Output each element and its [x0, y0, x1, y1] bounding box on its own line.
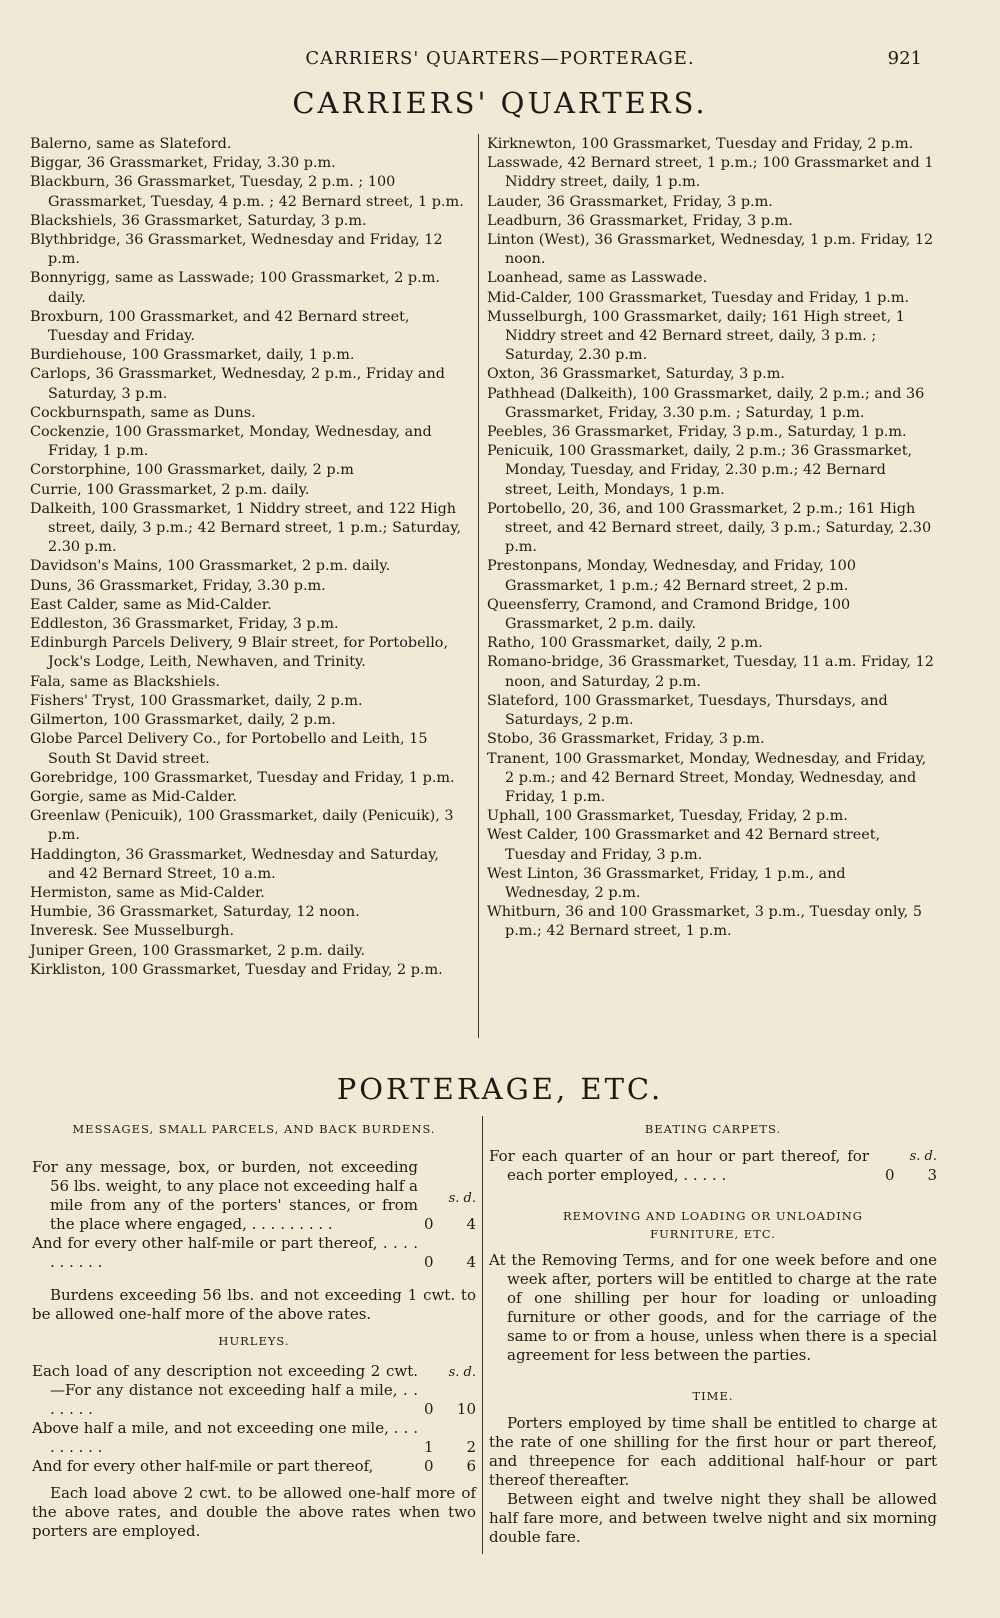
carrier-entry: Biggar, 36 Grassmarket, Friday, 3.30 p.m.: [30, 155, 336, 172]
running-title: CARRIERS' QUARTERS—PORTERAGE.: [305, 48, 695, 69]
furniture-heading: REMOVING AND LOADING OR UNLOADING FURNITURE, ETC.: [563, 1209, 863, 1241]
carpets-heading: BEATING CARPETS.: [644, 1122, 782, 1136]
rate-description: And for every other half-mile or part thereof, . . . . . . . . . .: [32, 1234, 418, 1271]
shillings-pence-label: s. d.: [909, 1149, 937, 1164]
column-divider: [478, 134, 479, 1038]
rate-shillings: 0: [885, 1166, 895, 1184]
carrier-entry: Gorebridge, 100 Grassmarket, Tuesday and Friday, 1 p.m.: [30, 769, 455, 786]
carrier-entry: Linton (West), 36 Grassmarket, Wednesday, 1 p.m. Friday, 12 noon.: [487, 232, 934, 268]
carrier-entry: Stobo, 36 Grassmarket, Friday, 3 p.m.: [487, 731, 765, 748]
carrier-entry: Lauder, 36 Grassmarket, Friday, 3 p.m.: [487, 193, 773, 210]
rate-amount: [418, 1253, 476, 1272]
carriers-left-column: [30, 135, 470, 980]
carrier-entry: Lasswade, 42 Bernard street, 1 p.m.; 100 Grassmarket and 1 Niddry street, daily, 1 p.m.: [487, 155, 934, 191]
furniture-text: At the Removing Terms, and for one week before and one week after, porters will be entitled to charge at the rate of one shilling per hour for loading or unloading furniture or other goods, and for the carriage of the same to or from a house, unless when there is a special agreement for less between the parties.: [489, 1251, 937, 1364]
carrier-entry: Musselburgh, 100 Grassmarket, daily; 161 High street, 1 Niddry street and 42 Bernard street, daily, 3 p.m. ; Saturday, 2.30 p.m.: [487, 308, 905, 364]
rate-shillings: 0: [424, 1457, 434, 1475]
carrier-entry: Carlops, 36 Grassmarket, Wednesday, 2 p.m., Friday and Saturday, 3 p.m.: [30, 366, 445, 402]
rate-description: Each load of any description not exceeding 2 cwt.—For any distance not exceeding half a mile, . . . . . . .: [32, 1362, 418, 1418]
carrier-entry: Inveresk. See Musselburgh.: [30, 923, 235, 940]
carrier-entry: Peebles, 36 Grassmarket, Friday, 3 p.m., Saturday, 1 p.m.: [487, 424, 907, 441]
page-number: 921: [887, 48, 922, 69]
carrier-entry: Juniper Green, 100 Grassmarket, 2 p.m. daily.: [30, 942, 366, 959]
rate-description: For each quarter of an hour or part thereof, for each porter employed, . . . . .: [489, 1147, 869, 1184]
carrier-entry: Penicuik, 100 Grassmarket, daily, 2 p.m.; 36 Grassmarket, Monday, Tuesday, and Friday, 2.30 p.m.; 42 Bernard street, Leith, Mondays, 1 p.m.: [487, 443, 913, 498]
rate-amount: [879, 1166, 937, 1185]
time-paragraph: Between eight and twelve night they shall be allowed half fare more, and between twelve night and six morning double fare.: [489, 1490, 937, 1546]
carrier-entry: Kirkliston, 100 Grassmarket, Tuesday and Friday, 2 p.m.: [30, 961, 443, 978]
carrier-entry: Romano-bridge, 36 Grassmarket, Tuesday, 11 a.m. Friday, 12 noon, and Saturday, 2 p.m.: [487, 654, 934, 690]
carrier-entry: Hermiston, same as Mid-Calder.: [30, 884, 265, 901]
carrier-entry: Slateford, 100 Grassmarket, Tuesdays, Thursdays, and Saturdays, 2 p.m.: [487, 692, 888, 729]
carrier-entry: Loanhead, same as Lasswade.: [487, 270, 708, 287]
carrier-entry: East Calder, same as Mid-Calder.: [30, 596, 272, 613]
rate-shillings: 0: [424, 1215, 434, 1233]
carrier-entry: Greenlaw (Penicuik), 100 Grassmarket, daily (Penicuik), 3 p.m.: [30, 808, 454, 844]
rate-row: [32, 1419, 476, 1457]
carrier-entry: Blythbridge, 36 Grassmarket, Wednesday and Friday, 12 p.m.: [30, 232, 443, 268]
carrier-entry: Edinburgh Parcels Delivery, 9 Blair street, for Portobello, Jock's Lodge, Leith, Newhaven, and Trinity.: [30, 635, 449, 671]
carrier-entry: Whitburn, 36 and 100 Grassmarket, 3 p.m., Tuesday only, 5 p.m.; 42 Bernard street, 1 p.m.: [487, 904, 922, 940]
carrier-entry: Bonnyrigg, same as Lasswade; 100 Grassmarket, 2 p.m. daily.: [30, 270, 440, 306]
rate-amount: [418, 1438, 476, 1457]
carrier-entry: Cockburnspath, same as Duns.: [30, 404, 256, 421]
carrier-entry: Currie, 100 Grassmarket, 2 p.m. daily.: [30, 481, 310, 498]
carrier-entry: Burdiehouse, 100 Grassmarket, daily, 1 p.m.: [30, 347, 355, 364]
rate-shillings: 0: [424, 1400, 434, 1418]
rate-description: For any message, box, or burden, not exceeding 56 lbs. weight, to any place not exceeding half a mile from any of the porters' stances, or from the place where engaged, . . . . . . . . .: [32, 1158, 418, 1233]
carrier-entry: Kirknewton, 100 Grassmarket, Tuesday and Friday, 2 p.m.: [487, 136, 914, 152]
carrier-entry: Davidson's Mains, 100 Grassmarket, 2 p.m. daily.: [30, 558, 391, 575]
carrier-entry: Leadburn, 36 Grassmarket, Friday, 3 p.m.: [487, 212, 793, 229]
carrier-entry: Tranent, 100 Grassmarket, Monday, Wednesday, and Friday, 2 p.m.; and 42 Bernard Street, Monday, Wednesday, and Friday, 1 p.m.: [487, 750, 927, 805]
rate-pence: 6: [466, 1457, 476, 1475]
carrier-entry: Corstorphine, 100 Grassmarket, daily, 2 p.m: [30, 462, 354, 479]
carrier-entry: West Calder, 100 Grassmarket and 42 Bernard street, Tuesday and Friday, 3 p.m.: [487, 827, 881, 863]
carriers-right-column: [487, 135, 934, 942]
rate-row: [32, 1158, 476, 1234]
carrier-entry: Portobello, 20, 36, and 100 Grassmarket, 2 p.m.; 161 High street, and 42 Bernard street, daily, 3 p.m.; Saturday, 2.30 p.m.: [487, 500, 932, 556]
porterage-right-column: [489, 1120, 937, 1547]
carrier-entry: Oxton, 36 Grassmarket, Saturday, 3 p.m.: [487, 366, 785, 383]
time-paragraph: Porters employed by time shall be entitled to charge at the rate of one shilling for the first hour or part thereof, and threepence for each additional half-hour or part thereof thereafter.: [489, 1414, 937, 1489]
carrier-entry: Fala, same as Blackshiels.: [30, 673, 221, 690]
hurleys-heading: HURLEYS.: [218, 1334, 290, 1348]
carrier-entry: Eddleston, 36 Grassmarket, Friday, 3 p.m.: [30, 616, 339, 633]
carrier-entry: Blackburn, 36 Grassmarket, Tuesday, 2 p.m. ; 100 Grassmarket, Tuesday, 4 p.m. ; 42 Bernard street, 1 p.m.: [30, 174, 464, 210]
shillings-pence-label: s. d.: [448, 1191, 476, 1206]
carrier-entry: Fishers' Tryst, 100 Grassmarket, daily, 2 p.m.: [30, 692, 363, 709]
messages-heading: MESSAGES, SMALL PARCELS, AND BACK BURDENS.: [72, 1122, 436, 1136]
burdens-note: Burdens exceeding 56 lbs. and not exceeding 1 cwt. to be allowed one-half more of the above rates.: [32, 1286, 476, 1323]
carrier-entry: Gilmerton, 100 Grassmarket, daily, 2 p.m.: [30, 712, 336, 729]
carrier-entry: Broxburn, 100 Grassmarket, and 42 Bernard street, Tuesday and Friday.: [30, 308, 410, 345]
rate-row: [32, 1362, 476, 1419]
rate-shillings: 0: [424, 1253, 434, 1271]
carrier-entry: Gorgie, same as Mid-Calder.: [30, 788, 237, 805]
rate-pence: 2: [466, 1438, 476, 1456]
carrier-entry: Dalkeith, 100 Grassmarket, 1 Niddry street, and 122 High street, daily, 3 p.m.; 42 Bernard street, 1 p.m.; Saturday, 2.30 p.m.: [30, 500, 462, 556]
carrier-entry: Queensferry, Cramond, and Cramond Bridge, 100 Grassmarket, 2 p.m. daily.: [487, 596, 851, 633]
carrier-entry: Prestonpans, Monday, Wednesday, and Friday, 100 Grassmarket, 1 p.m.; 42 Bernard street, 2 p.m.: [487, 558, 856, 594]
rate-shillings: 1: [424, 1438, 434, 1456]
rate-amount: [418, 1215, 476, 1234]
rate-row: [32, 1234, 476, 1272]
carrier-entry: Mid-Calder, 100 Grassmarket, Tuesday and Friday, 1 p.m.: [487, 289, 910, 306]
carrier-entry: Cockenzie, 100 Grassmarket, Monday, Wednesday, and Friday, 1 p.m.: [30, 424, 432, 460]
carrier-entry: Haddington, 36 Grassmarket, Wednesday and Saturday, and 42 Bernard Street, 10 a.m.: [30, 846, 439, 882]
rate-row: [489, 1147, 937, 1185]
rate-pence: 4: [466, 1253, 476, 1271]
carrier-entry: Pathhead (Dalkeith), 100 Grassmarket, daily, 2 p.m.; and 36 Grassmarket, Friday, 3.30 p.m. ; Saturday, 1 p.m.: [487, 385, 925, 421]
carrier-entry: West Linton, 36 Grassmarket, Friday, 1 p.m., and Wednesday, 2 p.m.: [487, 865, 846, 901]
porterage-left-column: [32, 1120, 476, 1541]
rate-pence: 10: [456, 1400, 476, 1418]
rate-row: [32, 1457, 476, 1476]
carrier-entry: Humbie, 36 Grassmarket, Saturday, 12 noon.: [30, 904, 360, 921]
carrier-entry: Ratho, 100 Grassmarket, daily, 2 p.m.: [487, 635, 763, 652]
carriers-quarters-title: CARRIERS' QUARTERS.: [292, 86, 708, 120]
porterage-title: PORTERAGE, ETC.: [336, 1072, 664, 1106]
carrier-entry: Duns, 36 Grassmarket, Friday, 3.30 p.m.: [30, 577, 326, 594]
rate-description: Above half a mile, and not exceeding one mile, . . . . . . . . .: [32, 1419, 418, 1456]
hurleys-note: Each load above 2 cwt. to be allowed one-half more of the above rates, and double the above rates when two porters are employed.: [32, 1484, 476, 1540]
column-divider: [482, 1116, 483, 1554]
rate-pence: 3: [927, 1166, 937, 1184]
shillings-pence-label: s. d.: [448, 1365, 476, 1380]
carrier-entry: Blackshiels, 36 Grassmarket, Saturday, 3 p.m.: [30, 212, 367, 229]
carrier-entry: Uphall, 100 Grassmarket, Tuesday, Friday, 2 p.m.: [487, 808, 848, 825]
rate-amount: [418, 1400, 476, 1419]
carrier-entry: Globe Parcel Delivery Co., for Portobello and Leith, 15 South St David street.: [30, 731, 428, 767]
rate-amount: [418, 1457, 476, 1476]
rate-pence: 4: [466, 1215, 476, 1233]
rate-description: And for every other half-mile or part thereof,: [32, 1457, 374, 1475]
time-heading: TIME.: [692, 1389, 734, 1403]
carrier-entry: Balerno, same as Slateford.: [30, 136, 232, 152]
